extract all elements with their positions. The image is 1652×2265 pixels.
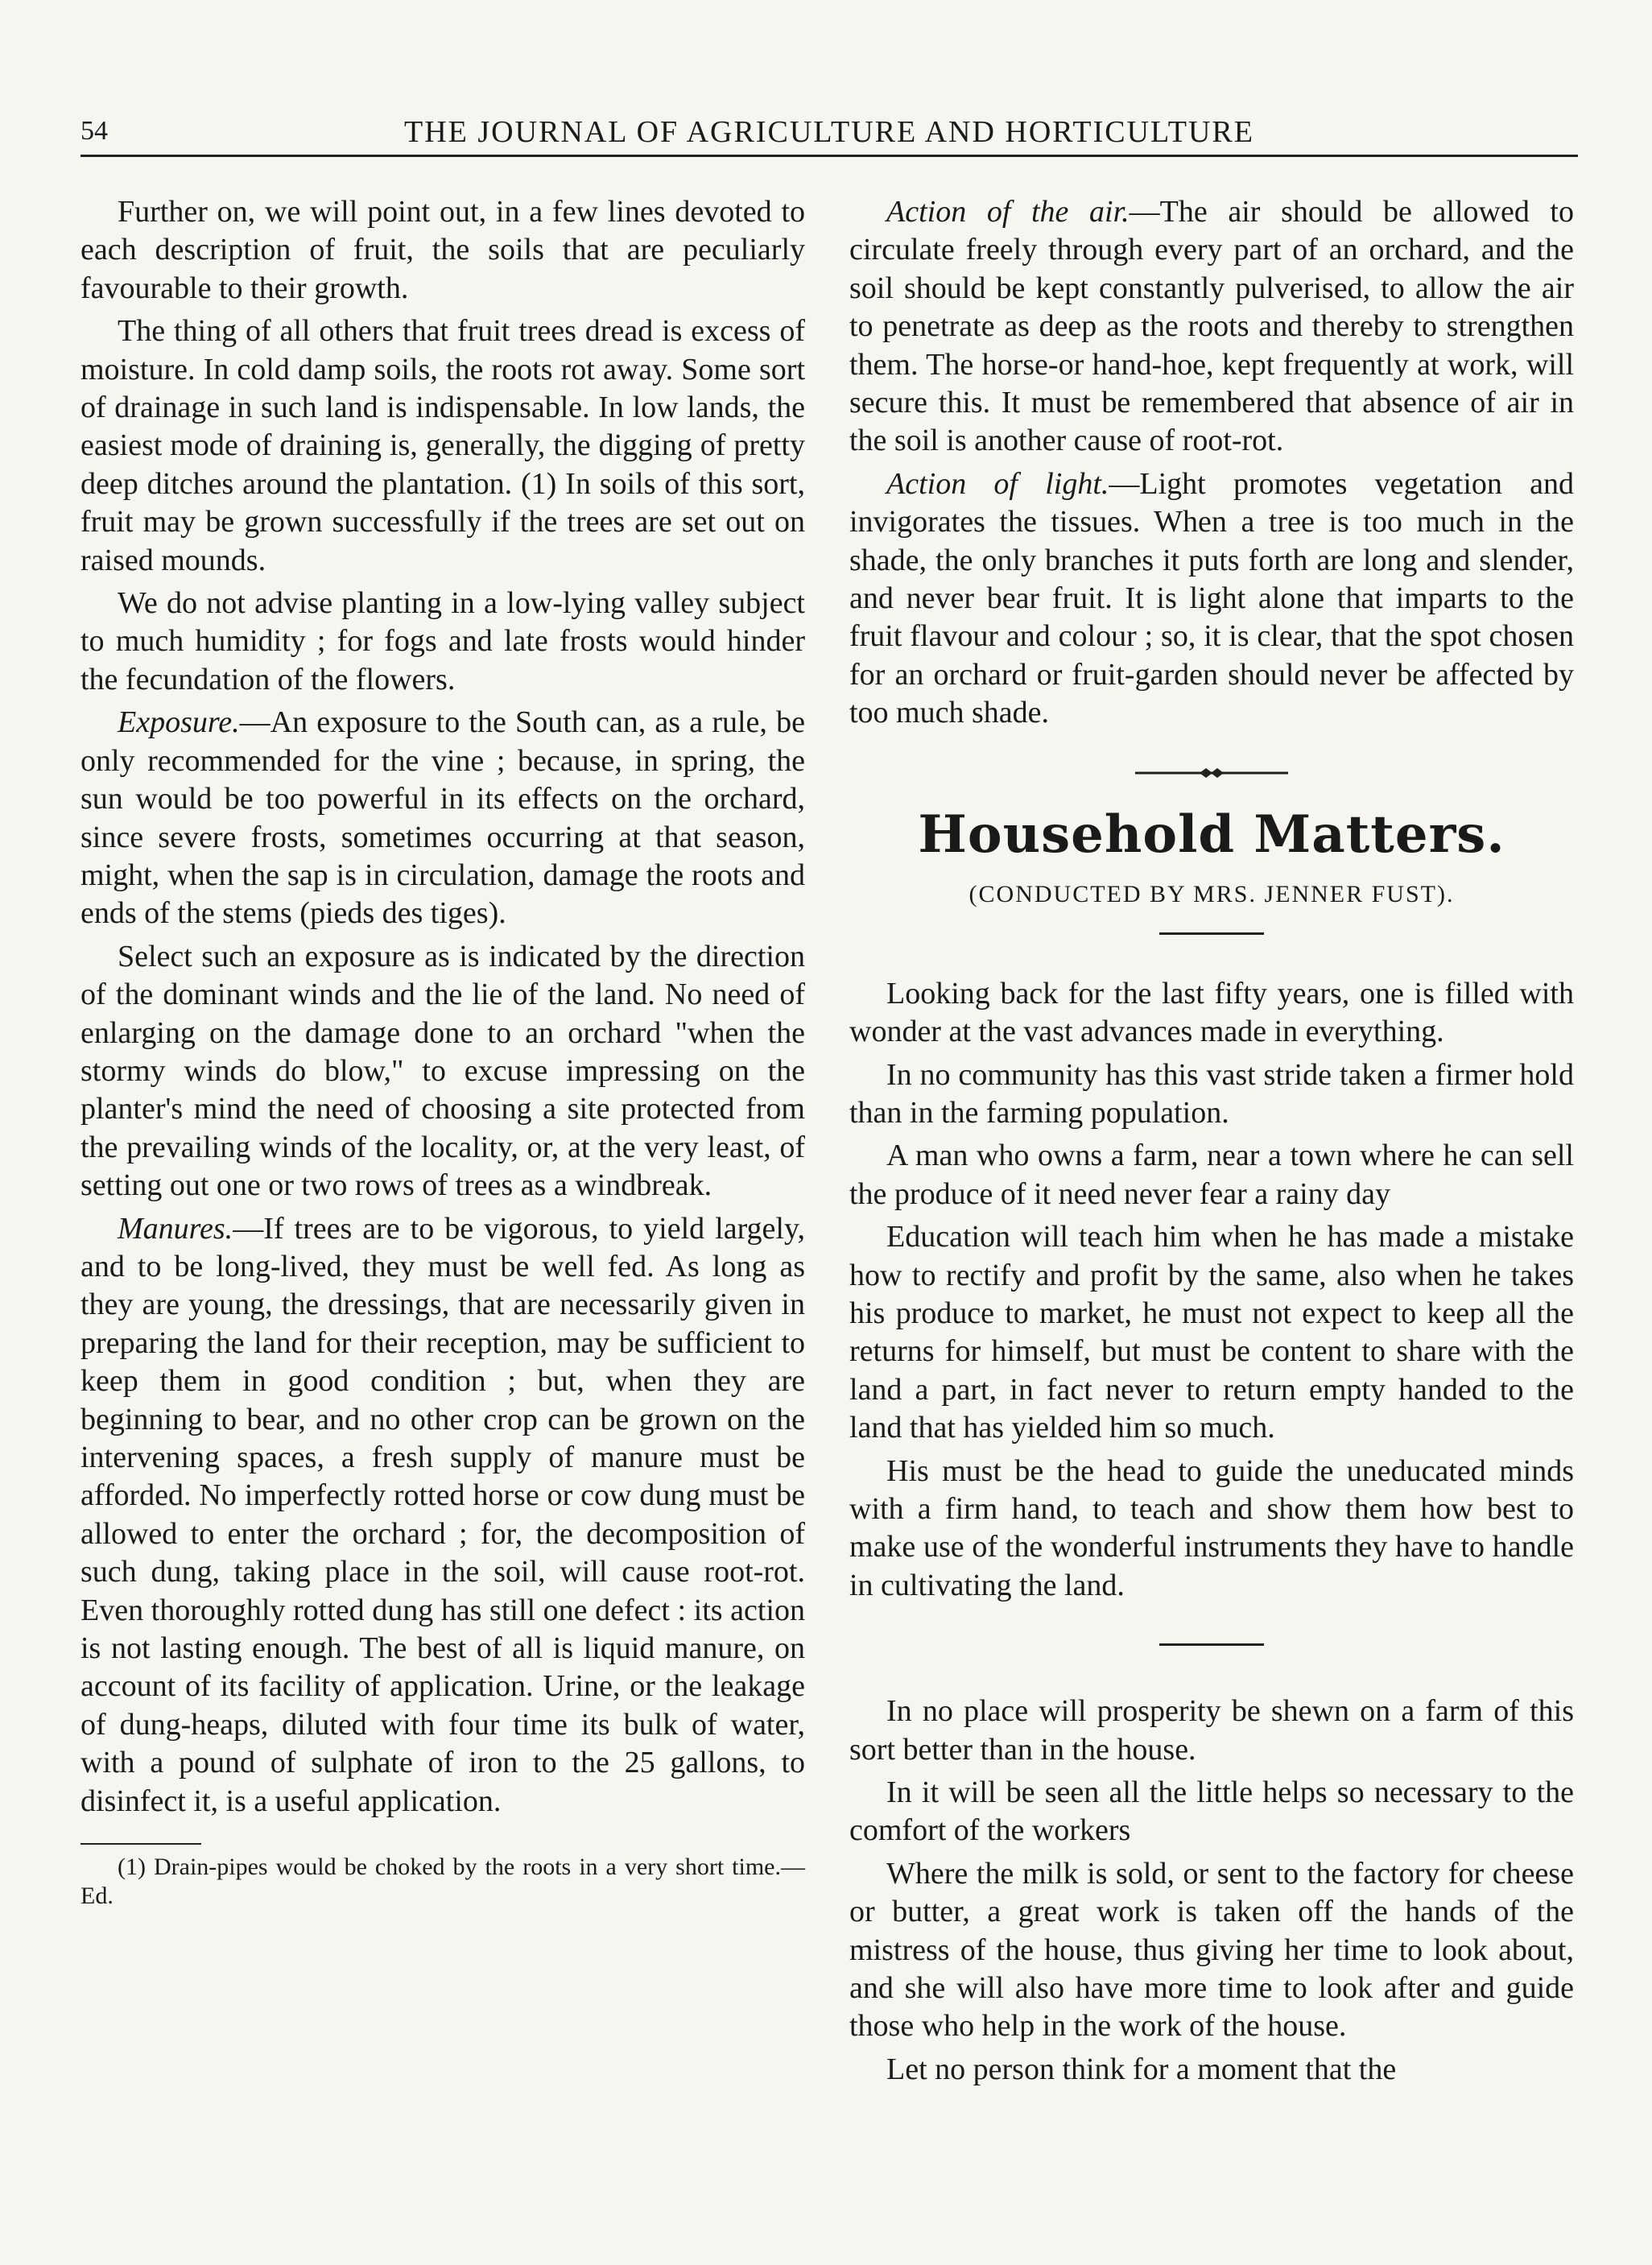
run-in-heading: Action of light. bbox=[886, 466, 1109, 501]
paragraph-exposure bbox=[81, 704, 805, 932]
paragraph: In it will be seen all the little helps so necessary to the comfort of the workers bbox=[849, 1775, 1574, 1848]
run-in-heading: Exposure. bbox=[118, 705, 240, 740]
paragraph: His must be the head to guide the uneducated minds with a firm hand, to teach and show them how best to make use of the wonderful instruments they have to handle in cultivating the land. bbox=[849, 1453, 1574, 1602]
section-divider bbox=[1159, 1643, 1264, 1646]
paragraph-text: —The air should be allowed to circulate freely through every part of an orchard, and the soil should be kept constantly pulverised, to allow the air to penetrate as deep as the roots and thereby to strengthen them. The horse-or hand-hoe, kept frequently at work, will secure this. It must be remembered that absence of air in the soil is another cause of root-rot. bbox=[849, 195, 1574, 458]
ornament-rule-icon bbox=[1135, 765, 1288, 781]
section-byline: (CONDUCTED BY MRS. JENNER FUST). bbox=[968, 880, 1455, 907]
page-number: 54 bbox=[81, 116, 108, 146]
right-column bbox=[849, 193, 1574, 2093]
paragraph-text: —If trees are to be vigorous, to yield largely, and to be long-lived, they must be well fed. As long as they are young, the dressings, that are necessarily given in preparing the land for their reception, may be sufficient to keep them in good condition ; but, when they are beginning to bear, and no other crop can be grown on the intervening spaces, a fresh supply of manure must be afforded. No imperfectly rotted horse or cow dung must be allowed to enter the orchard ; for, the decomposition of such dung, taking place in the soil, will cause root-rot. Even thoroughly rotted dung has still one defect : its action is not lasting enough. The best of all is liquid manure, on account of its facility of application. Urine, or the leakage of dung-heaps, diluted with four time its bulk of water, with a pound of sulphate of iron to the 25 gallons, to disinfect it, is a useful application. bbox=[81, 1211, 805, 1818]
page-header bbox=[81, 106, 1578, 157]
paragraph: The thing of all others that fruit trees dread is excess of moisture. In cold damp soils, the roots rot away. Some sort of drainage in such land is indispensable. In low lands, the easiest mode of draining is, generally, the digging of pretty deep ditches around the plantation. (1) In soils of this sort, fruit may be grown successfully if the trees are set out on raised mounds. bbox=[81, 314, 805, 577]
section-ornament bbox=[849, 765, 1574, 785]
paragraph: Select such an exposure as is indicated by the direction of the dominant winds and the lie of the land. No need of enlarging on the damage done to an orchard "when the stormy winds do blow," to excuse impressing on the planter's mind the need of choosing a site protected from the prevailing winds of the locality, or, at the very least, of setting out one or two rows of trees as a windbreak. bbox=[81, 939, 805, 1203]
paragraph-text: —An exposure to the South can, as a rule, be only recommended for the vine ; because, in spring, the sun would be too powerful in its effects on the orchard, since severe frosts, sometimes occurring at that season, might, when the sap is in circulation, damage the roots and ends of the stems (pieds des tiges). bbox=[81, 705, 805, 931]
paragraph-air bbox=[849, 193, 1574, 461]
paragraph-manures bbox=[81, 1210, 805, 1821]
paragraph: Where the milk is sold, or sent to the factory for cheese or butter, a great work is taken off the hands of the mistress of the house, thus giving her time to look about, and she will also have more time to look after and guide those who help in the work of the house. bbox=[849, 1856, 1574, 2044]
paragraph: Let no person think for a moment that the bbox=[886, 2052, 1397, 2086]
paragraph: Further on, we will point out, in a few lines devoted to each description of fruit, the soils that are peculiarly favourable to their growth. bbox=[81, 195, 805, 305]
paragraph: In no place will prosperity be shewn on a farm of this sort better than in the house. bbox=[849, 1694, 1574, 1767]
running-title: THE JOURNAL OF AGRICULTURE AND HORTICULTURE bbox=[404, 115, 1254, 149]
footnote-divider bbox=[81, 1843, 201, 1845]
run-in-heading: Manures. bbox=[118, 1211, 233, 1246]
section-title: Household Matters. bbox=[918, 804, 1505, 865]
section-divider bbox=[1159, 932, 1264, 935]
footnote: (1) Drain-pipes would be choked by the roots in a very short time.—Ed. bbox=[81, 1854, 805, 1910]
paragraph: We do not advise planting in a low-lying valley subject to much humidity ; for fogs and late frosts would hinder the fecundation of the flowers. bbox=[81, 586, 805, 696]
paragraph: In no community has this vast stride taken a firmer hold than in the farming population. bbox=[849, 1057, 1574, 1130]
paragraph: Education will teach him when he has made a mistake how to rectify and profit by the same, also when he takes his produce to market, he must not expect to keep all the returns for himself, but must be content to share with the land a part, in fact never to return empty handed to the land that has yielded him so much. bbox=[849, 1220, 1574, 1445]
paragraph: A man who owns a farm, near a town where he can sell the produce of it need never fear a rainy day bbox=[849, 1139, 1574, 1211]
paragraph-light bbox=[849, 465, 1574, 733]
paragraph-text: —Light promotes vegetation and invigorates the tissues. When a tree is too much in the shade, the only branches it puts forth are long and slender, and never bear fruit. It is light alone that imparts to the fruit flavour and colour ; so, it is clear, that the spot chosen for an orchard or fruit-garden should never be affected by too much shade. bbox=[849, 466, 1574, 730]
paragraph: Looking back for the last fifty years, one is filled with wonder at the vast advances made in everything. bbox=[849, 976, 1574, 1049]
left-column bbox=[81, 193, 805, 1911]
run-in-heading: Action of the air. bbox=[886, 195, 1130, 229]
